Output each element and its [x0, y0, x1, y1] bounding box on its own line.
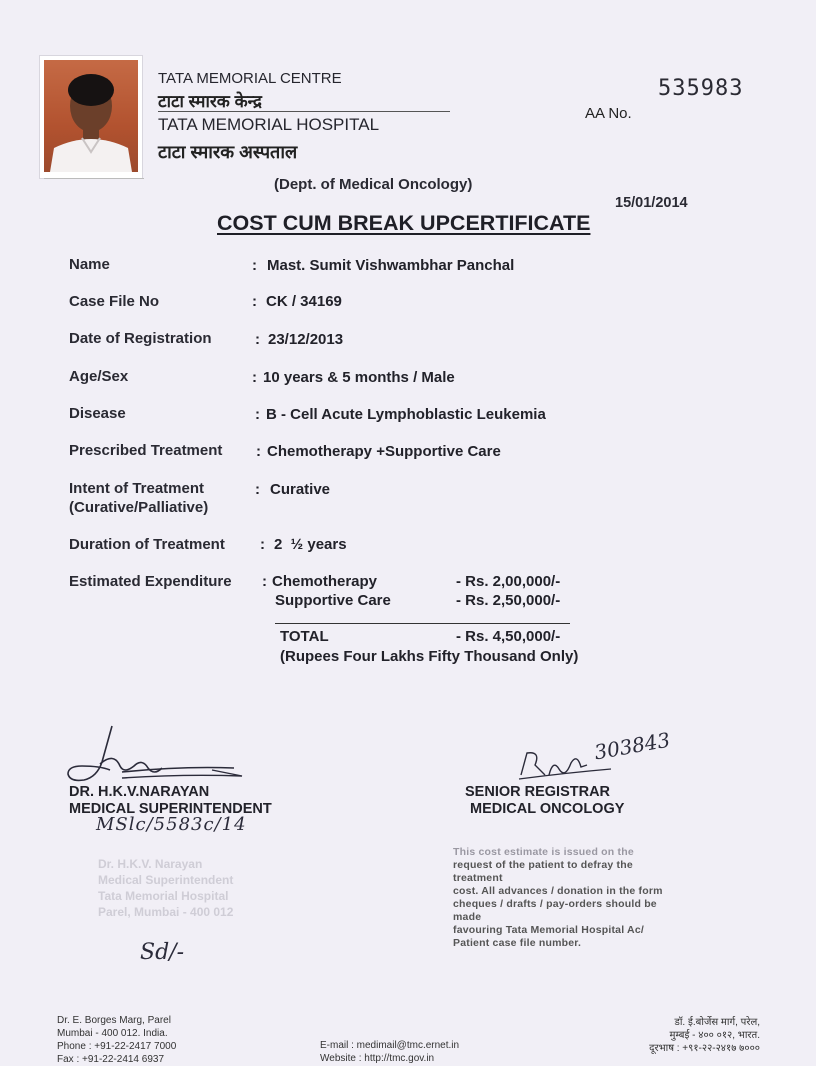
expense-item-amount: - Rs. 2,50,000/- — [456, 592, 561, 609]
superintendent-title: MEDICAL SUPERINTENDENT — [69, 801, 272, 817]
photo-underline — [44, 178, 144, 179]
expense-item-name: Chemotherapy — [272, 573, 378, 590]
field-label-disease: Disease — [69, 405, 126, 422]
footer-line: दूरभाष : +९१-२२-२४१७ ७००० — [649, 1043, 760, 1054]
handwritten-mark: Sd/- — [140, 940, 184, 965]
field-value-disease: B - Cell Acute Lymphoblastic Leukemia — [266, 406, 546, 423]
registrar-department: MEDICAL ONCOLOGY — [470, 801, 625, 817]
stamp-line: Tata Memorial Hospital — [98, 889, 229, 903]
field-value-name: Mast. Sumit Vishwambhar Panchal — [267, 257, 515, 274]
footer-website: Website : http://tmc.gov.in — [320, 1053, 435, 1064]
certificate-date: 15/01/2014 — [615, 195, 688, 211]
note-line: Patient case file number. — [453, 937, 582, 949]
field-colon: : — [252, 257, 257, 274]
patient-portrait-image — [44, 60, 138, 172]
registrar-handwritten-number: 303843 — [592, 727, 672, 765]
hospital-name-hi: टाटा स्मारक अस्पताल — [158, 142, 298, 162]
expenditure-label: Estimated Expenditure — [69, 573, 232, 590]
handwritten-reference: MSlc/5583c/14 — [96, 814, 247, 835]
serial-number: 535983 — [658, 76, 744, 101]
faded-stamp — [98, 856, 233, 920]
footer-line: डॉ. ई.बोर्जेस मार्ग, परेल, — [674, 1017, 760, 1028]
field-value-registration-date: 23/12/2013 — [268, 331, 344, 348]
footer-fax: Fax : +91-22-2414 6937 — [57, 1054, 165, 1065]
stamp-line: Medical Superintendent — [98, 873, 234, 887]
field-label-duration: Duration of Treatment — [69, 536, 225, 553]
field-label-name: Name — [69, 256, 110, 273]
field-colon: : — [260, 536, 265, 553]
note-line: cheques / drafts / pay-orders should be made — [453, 898, 657, 923]
field-value-duration: 2 ½ years — [274, 536, 347, 553]
field-colon: : — [262, 573, 267, 590]
field-value-prescribed-treatment: Chemotherapy +Supportive Care — [267, 443, 501, 460]
centre-name-hi: टाटा स्मारक केन्द्र — [158, 92, 262, 111]
field-value-age-sex: 10 years & 5 months / Male — [263, 369, 455, 386]
note-line: favouring Tata Memorial Hospital Ac/ — [453, 924, 644, 936]
field-label-age-sex: Age/Sex — [69, 368, 129, 385]
header-divider — [158, 111, 450, 112]
field-value-intent: Curative — [270, 481, 331, 498]
certificate-title: COST CUM BREAK UPCERTIFICATE — [217, 211, 591, 235]
note-line: This cost estimate is issued on the — [453, 846, 634, 858]
footer-hindi-address — [590, 1016, 760, 1055]
field-label-prescribed-treatment: Prescribed Treatment — [69, 442, 223, 459]
field-label-intent: Intent of Treatment — [69, 480, 205, 497]
centre-name-en: TATA MEMORIAL CENTRE — [158, 70, 342, 87]
total-divider — [275, 623, 570, 624]
field-colon: : — [255, 481, 260, 498]
patient-photo — [40, 56, 142, 178]
payment-note — [453, 846, 671, 950]
field-label-registration-date: Date of Registration — [69, 330, 212, 347]
footer-address — [57, 1014, 176, 1066]
total-amount: - Rs. 4,50,000/- — [456, 628, 561, 645]
note-line: cost. All advances / donation in the form — [453, 885, 663, 897]
footer-line: Mumbai - 400 012. India. — [57, 1028, 168, 1039]
field-colon: : — [252, 369, 257, 386]
superintendent-name: DR. H.K.V.NARAYAN — [69, 784, 210, 800]
field-label-intent-sub: (Curative/Palliative) — [69, 499, 209, 516]
field-colon: : — [256, 443, 261, 460]
registrar-title: SENIOR REGISTRAR — [465, 784, 611, 800]
field-label-case-file: Case File No — [69, 293, 160, 310]
department: (Dept. of Medical Oncology) — [274, 176, 473, 193]
hospital-name-en: TATA MEMORIAL HOSPITAL — [158, 115, 380, 134]
stamp-line: Parel, Mumbai - 400 012 — [98, 905, 234, 919]
footer-phone: Phone : +91-22-2417 7000 — [57, 1041, 177, 1052]
aa-no-label: AA No. — [585, 105, 632, 122]
footer-contact — [320, 1039, 459, 1065]
footer-line: Dr. E. Borges Marg, Parel — [57, 1015, 171, 1026]
field-value-case-file: CK / 34169 — [266, 293, 342, 310]
total-label: TOTAL — [280, 628, 329, 645]
total-in-words: (Rupees Four Lakhs Fifty Thousand Only) — [280, 648, 579, 665]
footer-line: मुम्बई - ४०० ०१२, भारत. — [669, 1030, 760, 1041]
field-colon: : — [255, 406, 260, 423]
field-colon: : — [255, 331, 260, 348]
field-colon: : — [252, 293, 257, 310]
stamp-line: Dr. H.K.V. Narayan — [98, 857, 203, 871]
expense-item-amount: - Rs. 2,00,000/- — [456, 573, 561, 590]
expense-item-name: Supportive Care — [275, 592, 391, 609]
note-line: request of the patient to defray the treatment — [453, 859, 633, 884]
superintendent-signature — [62, 722, 252, 792]
footer-email: E-mail : medimail@tmc.ernet.in — [320, 1040, 460, 1051]
